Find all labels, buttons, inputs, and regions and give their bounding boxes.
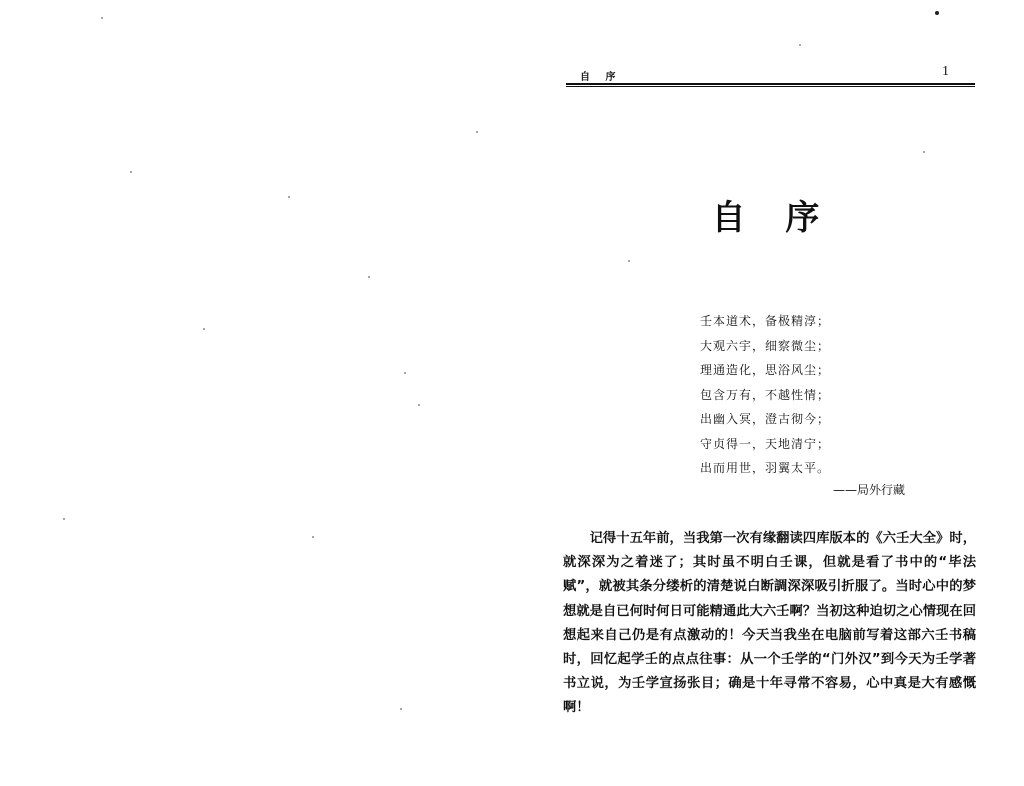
scan-speck (476, 131, 478, 133)
chapter-title: 自 序 (711, 198, 834, 238)
page-number: 1 (942, 64, 949, 79)
scan-speck (368, 276, 370, 278)
poem-line: 守贞得一，天地清宁； (700, 436, 831, 451)
scan-speck (203, 328, 205, 330)
scan-speck (923, 151, 925, 153)
running-header-title: 自 序 (580, 72, 622, 83)
scan-speck (130, 171, 132, 173)
poem-line: 理通造化，思浴风尘； (700, 363, 831, 377)
poem-line: 出幽入冥，澄古彻今； (700, 412, 831, 426)
poem-line: 壬本道术，备极精淳； (700, 314, 831, 328)
scan-speck (628, 260, 630, 262)
scan-speck (312, 536, 314, 538)
running-header (566, 64, 975, 88)
scan-speck (418, 404, 420, 406)
poem-line: 出而用世，羽翼太平。 (700, 461, 831, 475)
poem-line: 大观六宇，细察微尘； (700, 338, 831, 353)
epigraph-poem (700, 309, 930, 481)
header-rule (566, 83, 975, 87)
scan-speck (63, 518, 65, 520)
poem-line: 包含万有，不越性情； (700, 387, 831, 402)
scan-speck (288, 196, 290, 198)
scan-speck (101, 17, 103, 19)
scan-speck (799, 44, 801, 46)
scan-speck (935, 11, 939, 15)
scan-speck (400, 708, 402, 710)
poem-attribution: ——局外行藏 (833, 483, 906, 497)
preface-paragraph: 记得十五年前，当我第一次有缘翻读四库版本的《六壬大全》时，就深深为之着迷了；其时虽不明白壬课，但就是看了书中的“毕法赋”，就被其条分缕析的清楚说白断調深深吸引折服了。当时心中的梦想就是自已何时何日可能精通此大六壬啊？当初这种迫切之心情现在回想起来自己仍是有点激动的！今天当我坐在电脑前写着这部六壬书稿时，回忆起学壬的点点往事：从一个壬学的“门外汉”到今天为壬学著书立说，为壬学宣扬张目；确是十年寻常不容易，心中真是大有感慨啊！ (563, 531, 976, 716)
scan-speck (404, 372, 406, 374)
